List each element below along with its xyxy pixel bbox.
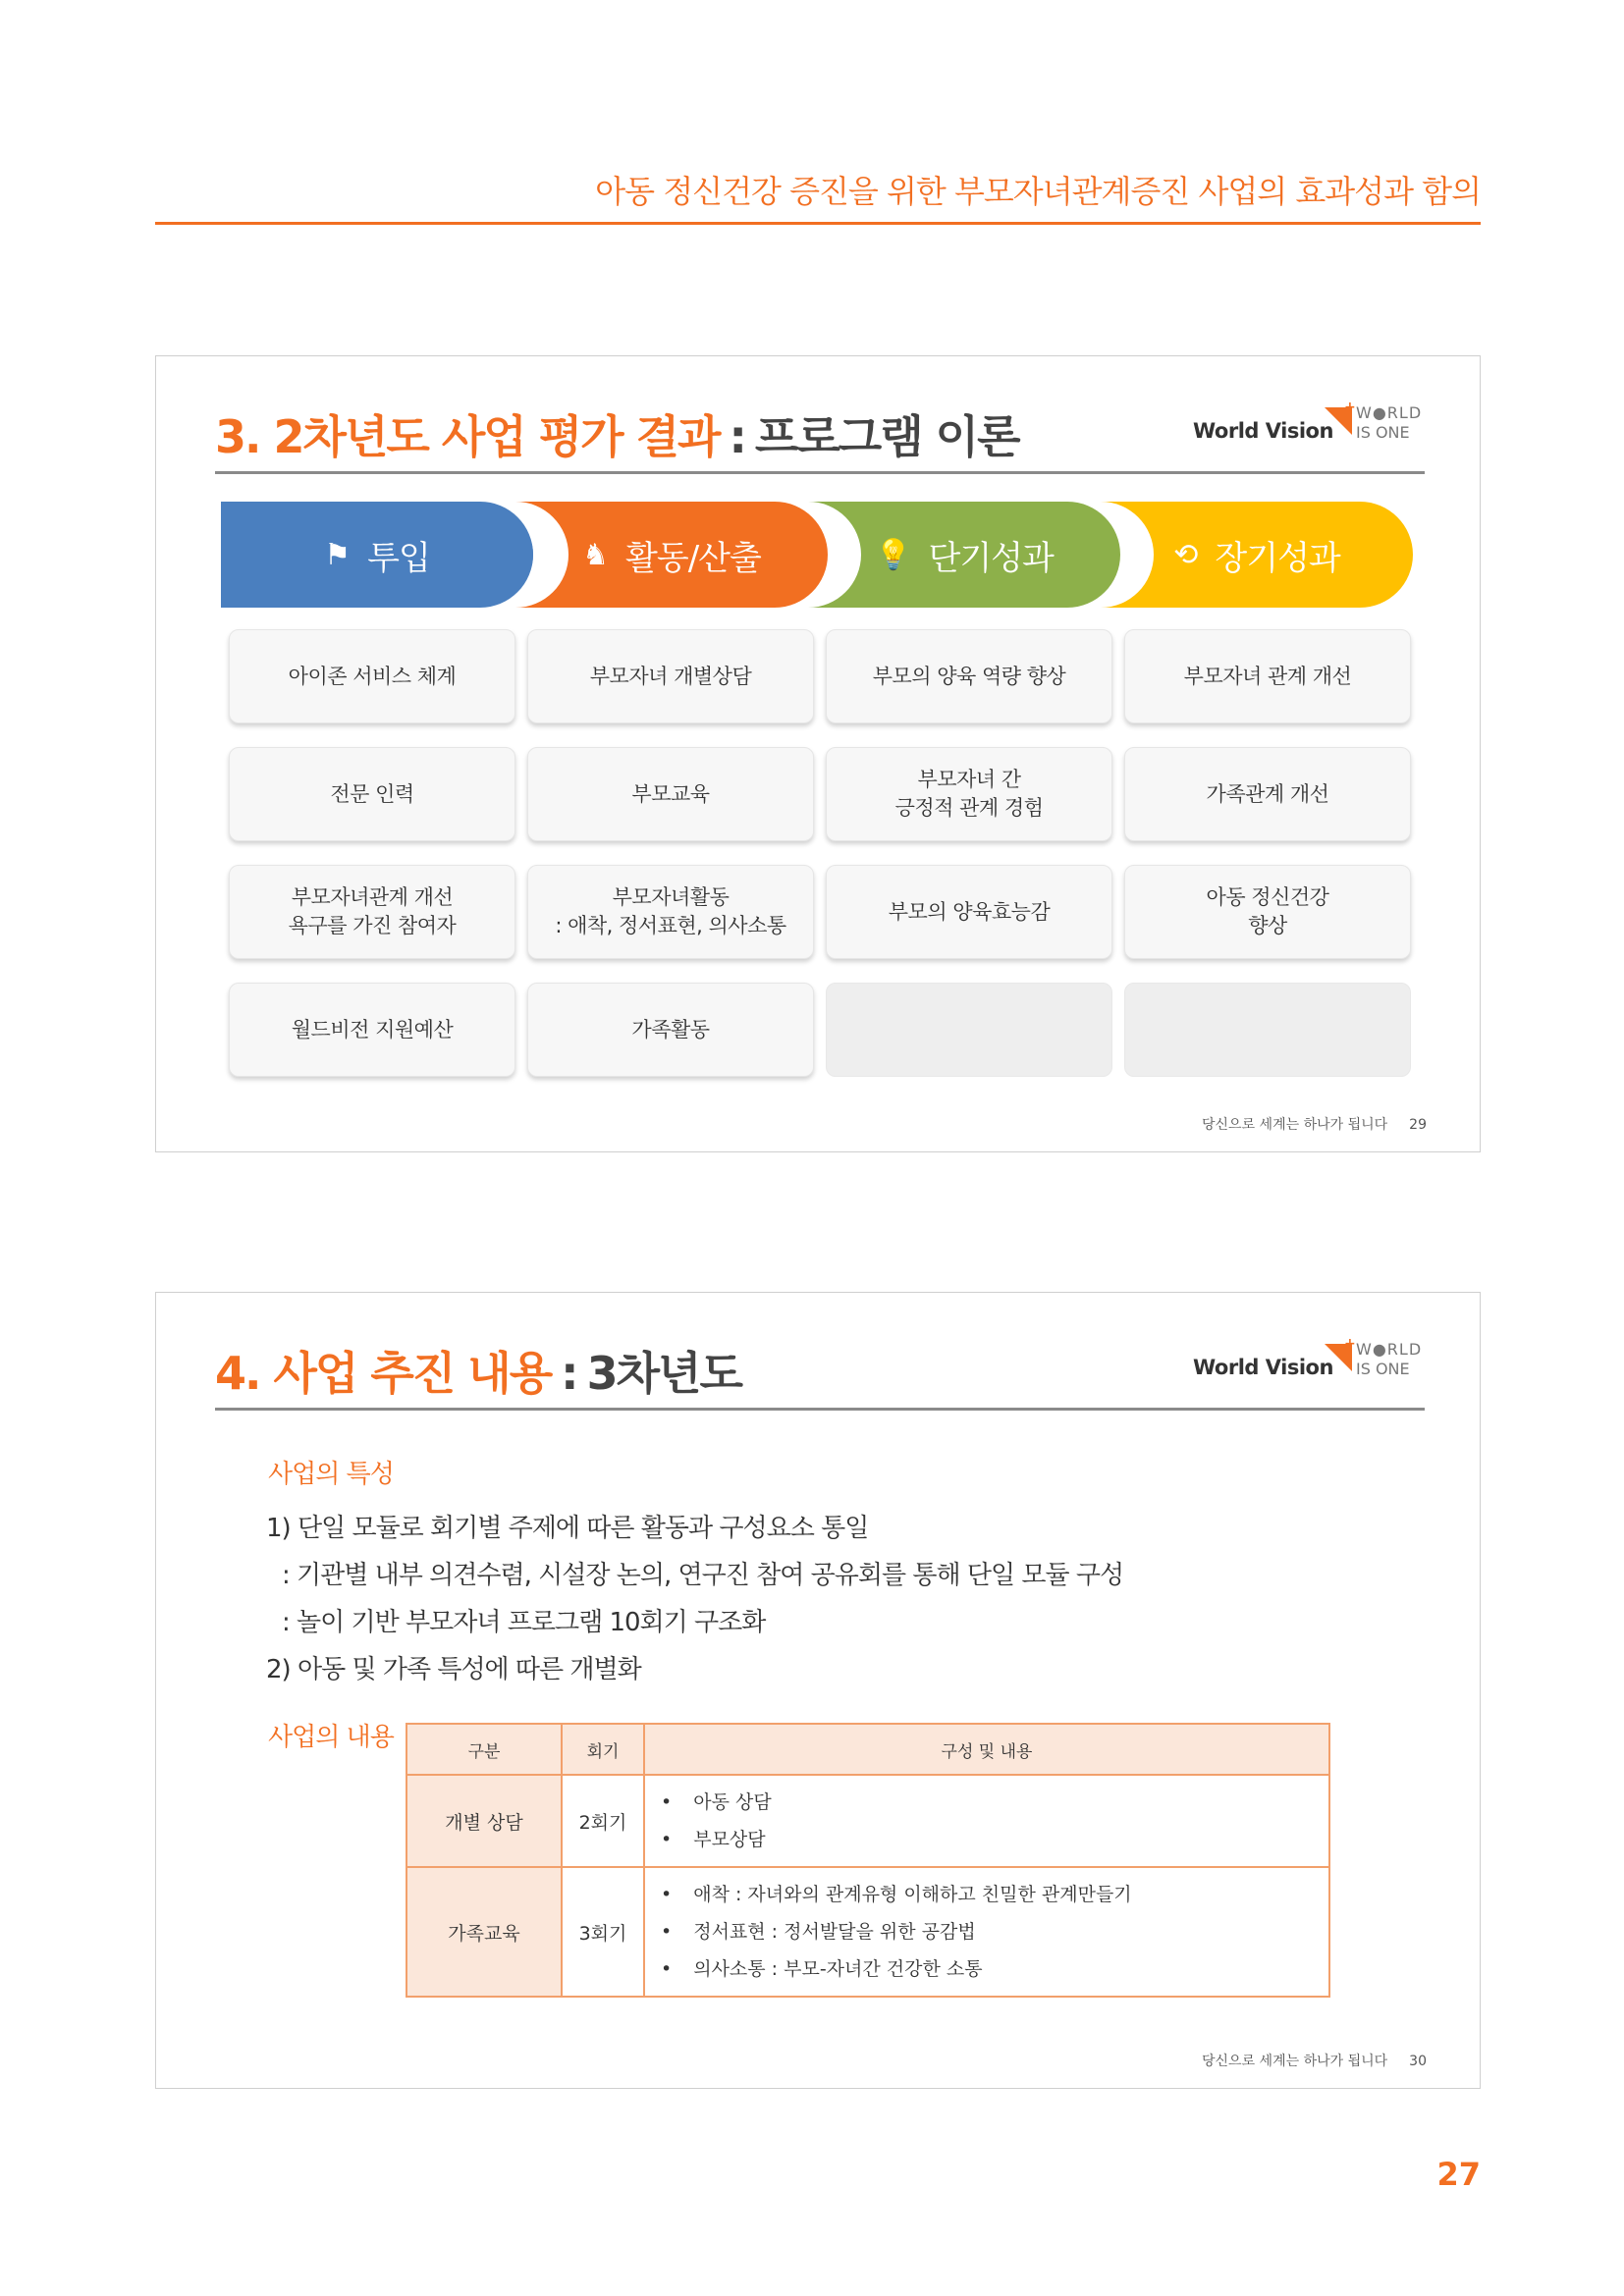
list-item: • 아동 상담: [661, 1784, 1313, 1821]
content-table: [406, 1723, 1330, 1998]
list-item: • 의사소통 : 부모-자녀간 건강한 소통: [661, 1950, 1313, 1988]
title-separator: :: [561, 1347, 577, 1400]
row-type: 개별 상담: [406, 1775, 562, 1867]
logo-tag-1: W●RLD: [1356, 403, 1423, 422]
slide-title: [215, 401, 1019, 466]
features-label: 사업의 특성: [268, 1460, 394, 1489]
program-box: 전문 인력: [229, 747, 515, 841]
item-list: [661, 1784, 1313, 1858]
features-list: [266, 1505, 1123, 1693]
footer-slogan: 당신으로 세계는 하나가 됩니다: [1202, 1117, 1388, 1133]
title-main: 3. 2차년도 사업 평가 결과: [215, 410, 720, 463]
stage-content: [808, 502, 1120, 608]
row-sessions: 3회기: [562, 1867, 644, 1997]
slide-title: [215, 1338, 741, 1403]
row-items: [644, 1775, 1329, 1867]
column-header: 구분: [406, 1724, 562, 1775]
slide-project-content: [155, 1292, 1481, 2089]
title-sub: 프로그램 이론: [754, 410, 1019, 463]
chess-knight-icon: ♞: [582, 537, 609, 572]
stage-label: 장기성과: [1215, 538, 1340, 578]
table-header-row: [406, 1724, 1329, 1775]
stage-1: [221, 502, 533, 608]
slide-footer: [1202, 1114, 1427, 1134]
program-box: 부모자녀활동 : 애착, 정서표현, 의사소통: [527, 865, 814, 959]
flag-icon: ⚑: [324, 537, 351, 572]
empty-box: [826, 983, 1112, 1077]
program-box: 부모교육: [527, 747, 814, 841]
row-type: 가족교육: [406, 1867, 562, 1997]
program-box: 아동 정신건강 향상: [1124, 865, 1411, 959]
stage-content: [1101, 502, 1413, 608]
content-label: 사업의 내용: [268, 1723, 394, 1752]
program-box: 부모의 양육 역량 향상: [826, 629, 1112, 723]
stage-4: [1101, 502, 1413, 608]
logo-brand: World Vision: [1193, 419, 1333, 443]
program-box: 부모자녀관계 개선 욕구를 가진 참여자: [229, 865, 515, 959]
logo-plus-icon: +: [1344, 400, 1356, 415]
row-sessions: 2회기: [562, 1775, 644, 1867]
title-divider: [215, 471, 1425, 474]
logo-tag-1: W●RLD: [1356, 1340, 1423, 1359]
logo-plus-icon: +: [1344, 1336, 1356, 1352]
world-vision-logo: [1193, 400, 1429, 447]
column-header: 구성 및 내용: [644, 1724, 1329, 1775]
slide-footer: [1202, 2051, 1427, 2070]
program-box: 아이존 서비스 체계: [229, 629, 515, 723]
title-divider: [215, 1408, 1425, 1411]
stage-3: [808, 502, 1120, 608]
program-box: 부모자녀 간 긍정적 관계 경험: [826, 747, 1112, 841]
footer-slogan: 당신으로 세계는 하나가 됩니다: [1202, 2054, 1388, 2069]
stage-content: [221, 502, 533, 608]
title-main: 4. 사업 추진 내용: [215, 1347, 552, 1400]
table-row: [406, 1775, 1329, 1867]
stage-2: [515, 502, 828, 608]
program-box: 부모의 양육효능감: [826, 865, 1112, 959]
feature-item: 2) 아동 및 가족 특성에 따른 개별화: [266, 1655, 641, 1684]
program-box: 월드비전 지원예산: [229, 983, 515, 1077]
slide-number: 29: [1409, 1117, 1427, 1133]
slide-program-theory: [155, 355, 1481, 1152]
list-item: • 부모상담: [661, 1821, 1313, 1858]
page-number: 27: [1436, 2156, 1481, 2193]
program-box: 가족활동: [527, 983, 814, 1077]
item-list: [661, 1876, 1313, 1988]
world-vision-logo: [1193, 1336, 1429, 1383]
list-item: • 애착 : 자녀와의 관계유형 이해하고 친밀한 관계만들기: [661, 1876, 1313, 1913]
stage-label: 투입: [367, 538, 430, 578]
feature-item: : 기관별 내부 의견수렴, 시설장 논의, 연구진 참여 공유회를 통해 단일 모듈 구성: [282, 1561, 1124, 1590]
logo-tag-2: IS ONE: [1356, 423, 1410, 442]
empty-box: [1124, 983, 1411, 1077]
stage-label: 활동/산출: [625, 538, 761, 578]
program-box: 가족관계 개선: [1124, 747, 1411, 841]
list-item: • 정서표현 : 정서발달을 위한 공감법: [661, 1913, 1313, 1950]
program-box: 부모자녀 관계 개선: [1124, 629, 1411, 723]
row-items: [644, 1867, 1329, 1997]
header-title: 아동 정신건강 증진을 위한 부모자녀관계증진 사업의 효과성과 함의: [595, 173, 1481, 210]
stage-content: [515, 502, 828, 608]
lightbulb-icon: 💡: [875, 537, 911, 572]
logo-brand: World Vision: [1193, 1356, 1333, 1379]
title-separator: :: [729, 410, 745, 463]
title-sub: 3차년도: [586, 1347, 741, 1400]
history-icon: ⟲: [1173, 537, 1198, 572]
table-row: [406, 1867, 1329, 1997]
slide-number: 30: [1409, 2054, 1427, 2069]
page-header: [155, 167, 1481, 225]
program-box: 부모자녀 개별상담: [527, 629, 814, 723]
column-header: 회기: [562, 1724, 644, 1775]
stage-label: 단기성과: [928, 538, 1054, 578]
feature-item: : 놀이 기반 부모자녀 프로그램 10회기 구조화: [282, 1608, 766, 1637]
logo-tag-2: IS ONE: [1356, 1360, 1410, 1378]
feature-item: 1) 단일 모듈로 회기별 주제에 따른 활동과 구성요소 통일: [266, 1514, 869, 1543]
